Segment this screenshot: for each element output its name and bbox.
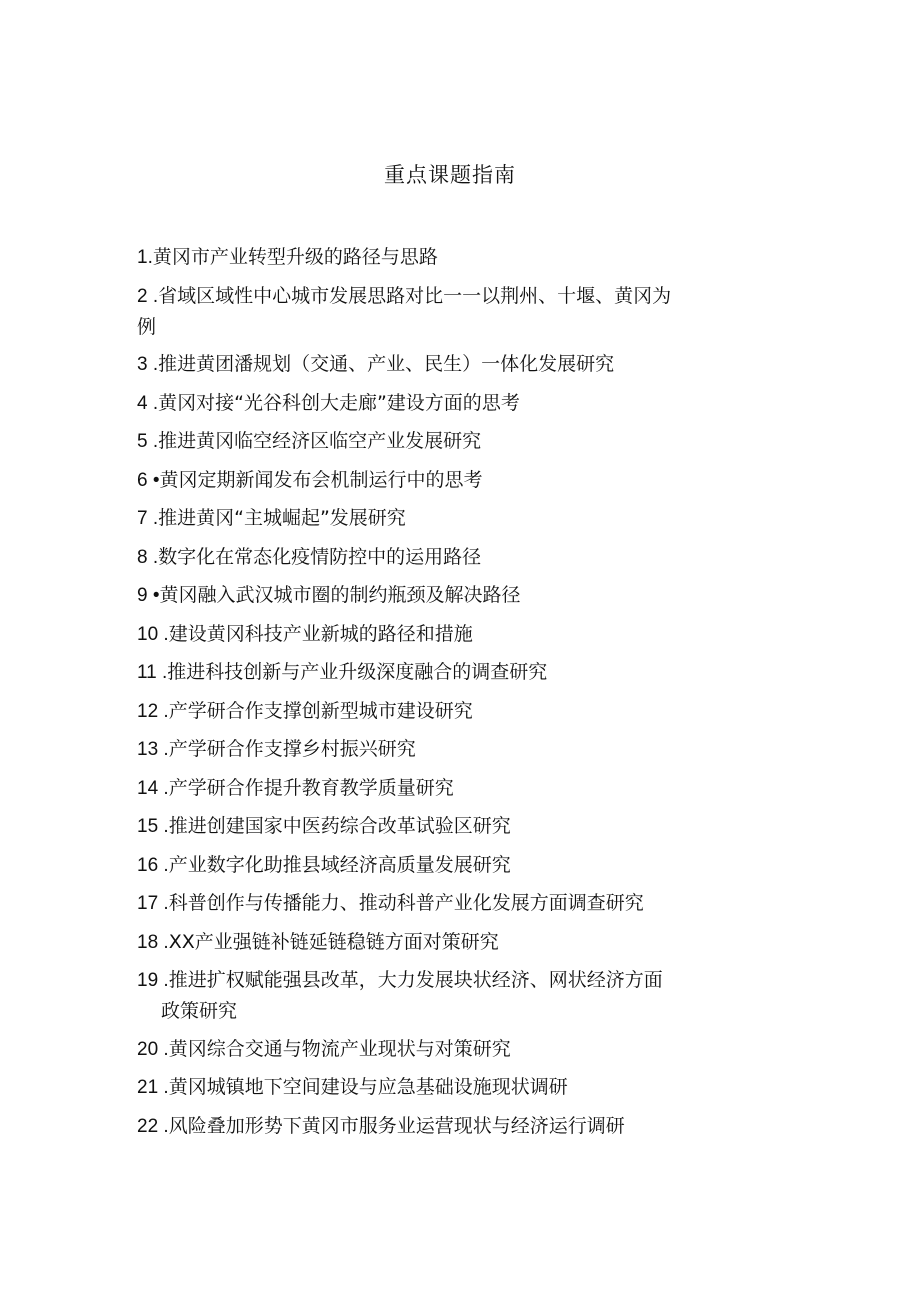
list-item	[137, 388, 777, 419]
list-item	[137, 657, 777, 688]
item-number: 11 .	[137, 662, 168, 683]
list-item	[137, 888, 777, 919]
item-number: 14 .	[137, 777, 169, 799]
item-number: 7 .	[137, 508, 159, 529]
list-item	[137, 734, 777, 765]
item-number: 4 .	[137, 392, 159, 414]
list-item	[137, 426, 777, 457]
list-item	[137, 773, 777, 804]
item-number: 9 •	[137, 585, 160, 606]
list-item	[137, 281, 777, 342]
list-item	[137, 503, 777, 534]
item-text: 省域区域性中心城市发展思路对比一一以荆州、十堰、黄冈为	[158, 284, 672, 307]
item-text: XX产业强链补链延链稳链方面对策研究	[168, 930, 499, 953]
list-item	[137, 965, 777, 1026]
item-text: 科普创作与传播能力、推动科普产业化发展方面调查研究	[168, 892, 644, 914]
item-text: 黄冈综合交通与物流产业现状与对策研究	[168, 1037, 511, 1060]
item-text: 黄冈城镇地下空间建设与应急基础设施现状调研	[168, 1076, 568, 1098]
item-number: 21 .	[137, 1077, 169, 1098]
item-text: 产学研合作支撑乡村振兴研究	[168, 738, 416, 760]
item-text: 产学研合作支撑创新型城市建设研究	[168, 699, 473, 722]
item-number: 8 .	[137, 546, 159, 568]
item-number: 18 .	[137, 931, 169, 953]
item-text: 数字化在常态化疫情防控中的运用路径	[158, 545, 482, 568]
item-text-continued: 例	[137, 315, 157, 338]
item-number: 1.	[137, 247, 153, 268]
item-number: 10 .	[137, 623, 169, 645]
list-item	[137, 1072, 777, 1103]
item-text: 产学研合作提升教育教学质量研究	[168, 776, 454, 799]
item-number: 3 .	[137, 354, 159, 375]
list-item	[137, 1111, 777, 1142]
list-item	[137, 580, 777, 611]
item-number: 20 .	[137, 1038, 169, 1060]
item-text: 推进黄冈“主城崛起”发展研究	[158, 507, 406, 529]
item-text: 黄冈对接“光谷科创大走廊”建设方面的思考	[158, 391, 520, 414]
item-text-continued: 政策研究	[161, 1000, 238, 1022]
item-text: 建设黄冈科技产业新城的路径和措施	[168, 622, 473, 645]
item-text: 黄冈融入武汉城市圈的制约瓶颈及解决路径	[159, 584, 521, 606]
item-number: 15 .	[137, 816, 169, 837]
item-number: 2 .	[137, 285, 159, 307]
item-number: 16 .	[137, 854, 169, 876]
item-text: 黄冈定期新闻发布会机制运行中的思考	[159, 468, 483, 491]
list-item	[137, 349, 777, 380]
list-item	[137, 542, 777, 573]
list-item	[137, 242, 777, 273]
list-item	[137, 811, 777, 842]
item-number: 13 .	[137, 739, 169, 760]
topic-list	[137, 242, 777, 1149]
list-item	[137, 927, 777, 958]
item-text: 产业数字化助推县域经济高质量发展研究	[168, 853, 511, 876]
item-text: 推进黄冈临空经济区临空产业发展研究	[158, 430, 482, 452]
item-number: 19 .	[137, 970, 169, 991]
item-text: 推进创建国家中医药综合改革试验区研究	[168, 815, 511, 837]
item-number: 5 .	[137, 431, 159, 452]
item-number: 12 .	[137, 700, 169, 722]
list-item	[137, 465, 777, 496]
item-text: 风险叠加形势下黄冈市服务业运营现状与经济运行调研	[168, 1114, 625, 1137]
item-number: 22 .	[137, 1115, 169, 1137]
item-number: 6 •	[137, 469, 160, 491]
list-item	[137, 619, 777, 650]
item-text: 推进黄团潘规划（交通、产业、民生）一体化发展研究	[158, 353, 615, 375]
item-text: 推进科技创新与产业升级深度融合的调查研究	[167, 661, 548, 683]
item-text: 推进扩权赋能强县改革，大力发展块状经济、网状经济方面	[168, 969, 663, 991]
list-item	[137, 850, 777, 881]
list-item	[137, 696, 777, 727]
item-text: 黄冈市产业转型升级的路径与思路	[152, 246, 438, 268]
list-item	[137, 1034, 777, 1065]
item-number: 17 .	[137, 893, 169, 914]
page-title: 重点课题指南	[384, 163, 516, 187]
